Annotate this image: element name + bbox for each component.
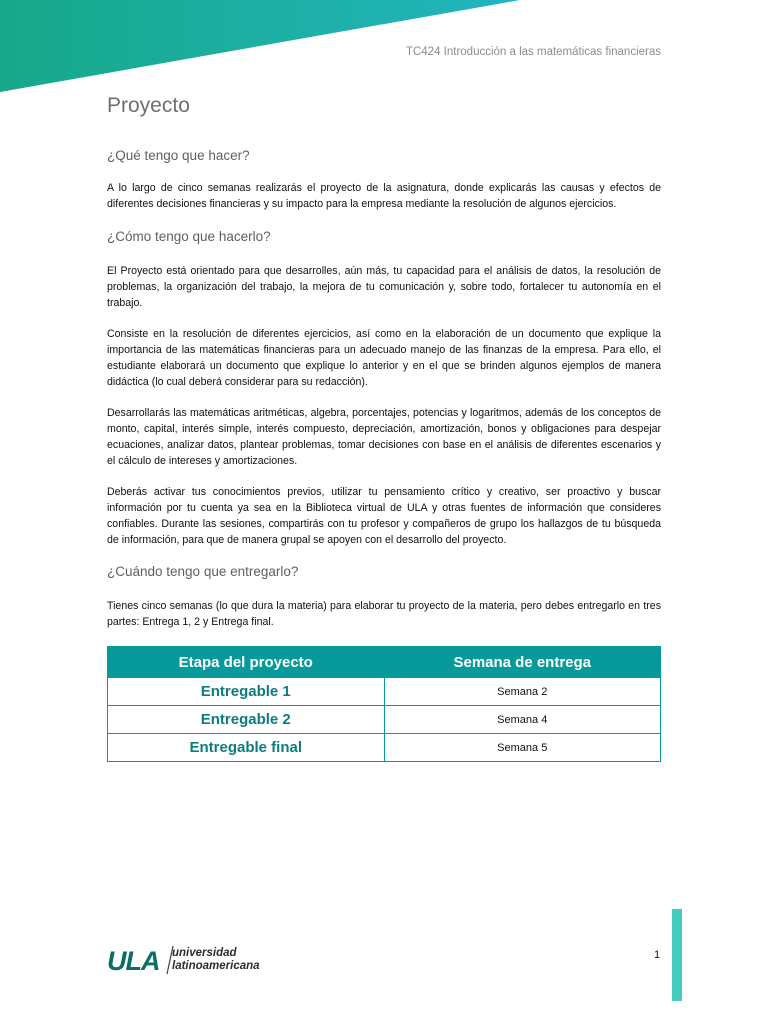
- deliverables-table: [107, 646, 661, 762]
- page-title: Proyecto: [107, 94, 190, 117]
- table-row: [108, 678, 661, 706]
- svg-text:ULA: ULA: [107, 946, 160, 976]
- table-row: [108, 734, 661, 762]
- stage-cell: Entregable final: [108, 734, 385, 762]
- column-header-week: Semana de entrega: [384, 647, 661, 678]
- paragraph: Consiste en la resolución de diferentes ejercicios, así como en la elaboración de un documento que explique la importancia de las matemáticas financieras para un adecuado manejo de las finanzas de la empresa. Para ello, el estudiante elaborará un documento que explique lo anterior y en el que se brinden algunos ejemplos de manera didáctica (lo cual deberá considerar para su redacción).: [107, 328, 661, 388]
- paragraph: A lo largo de cinco semanas realizarás el proyecto de la asignatura, donde explicarás las causas y efectos de diferentes decisiones financieras y su impacto para la empresa mediante la resolución de algunos ejercicios.: [107, 182, 661, 210]
- stage-cell: Entregable 1: [108, 678, 385, 706]
- section-heading-cuando: ¿Cuándo tengo que entregarlo?: [107, 564, 299, 579]
- column-header-stage: Etapa del proyecto: [108, 647, 385, 678]
- university-name-line1: universidad: [172, 947, 237, 959]
- week-cell: Semana 2: [384, 678, 661, 706]
- footer-accent-bar: [672, 909, 682, 1001]
- paragraph: El Proyecto está orientado para que desarrolles, aún más, tu capacidad para el análisis de datos, la resolución de problemas, la organización del trabajo, la mejora de tu comunicación y, sobre todo, fortalecer tu autonomía en el trabajo.: [107, 265, 661, 309]
- section-heading-como: ¿Cómo tengo que hacerlo?: [107, 229, 271, 244]
- university-name-line2: latinoamericana: [172, 959, 260, 972]
- table-row: [108, 706, 661, 734]
- stage-cell: Entregable 2: [108, 706, 385, 734]
- paragraph: Desarrollarás las matemáticas aritméticas, algebra, porcentajes, potencias y logaritmos, además de los conceptos de monto, capital, interés simple, interés compuesto, depreciación, amortización, bonos y obligaciones para despejar ecuaciones, analizar datos, plantear problemas, tomar decisiones con base en el análisis de diferentes escenarios y el cálculo de intereses y amortizaciones.: [107, 407, 661, 467]
- week-cell: Semana 4: [384, 706, 661, 734]
- section-heading-que: ¿Qué tengo que hacer?: [107, 148, 250, 163]
- paragraph: Tienes cinco semanas (lo que dura la materia) para elaborar tu proyecto de la materia, pero debes entregarlo en tres partes: Entrega 1, 2 y Entrega final.: [107, 600, 661, 628]
- course-header: TC424 Introducción a las matemáticas financieras: [405, 46, 661, 58]
- paragraph: Deberás activar tus conocimientos previos, utilizar tu pensamiento crítico y creativo, ser proactivo y buscar información por tu cuenta ya sea en la Biblioteca virtual de ULA y otras fuentes de información que consideres confiables. Durante las sesiones, compartirás con tu profesor y compañeros de grupo los hallazgos de tu búsqueda de información, para que de manera grupal se apoyen con el desarrollo del proyecto.: [107, 486, 661, 546]
- page-number: 1: [654, 949, 661, 961]
- table-header-row: [108, 647, 661, 678]
- university-name: [172, 947, 260, 972]
- week-cell: Semana 5: [384, 734, 661, 762]
